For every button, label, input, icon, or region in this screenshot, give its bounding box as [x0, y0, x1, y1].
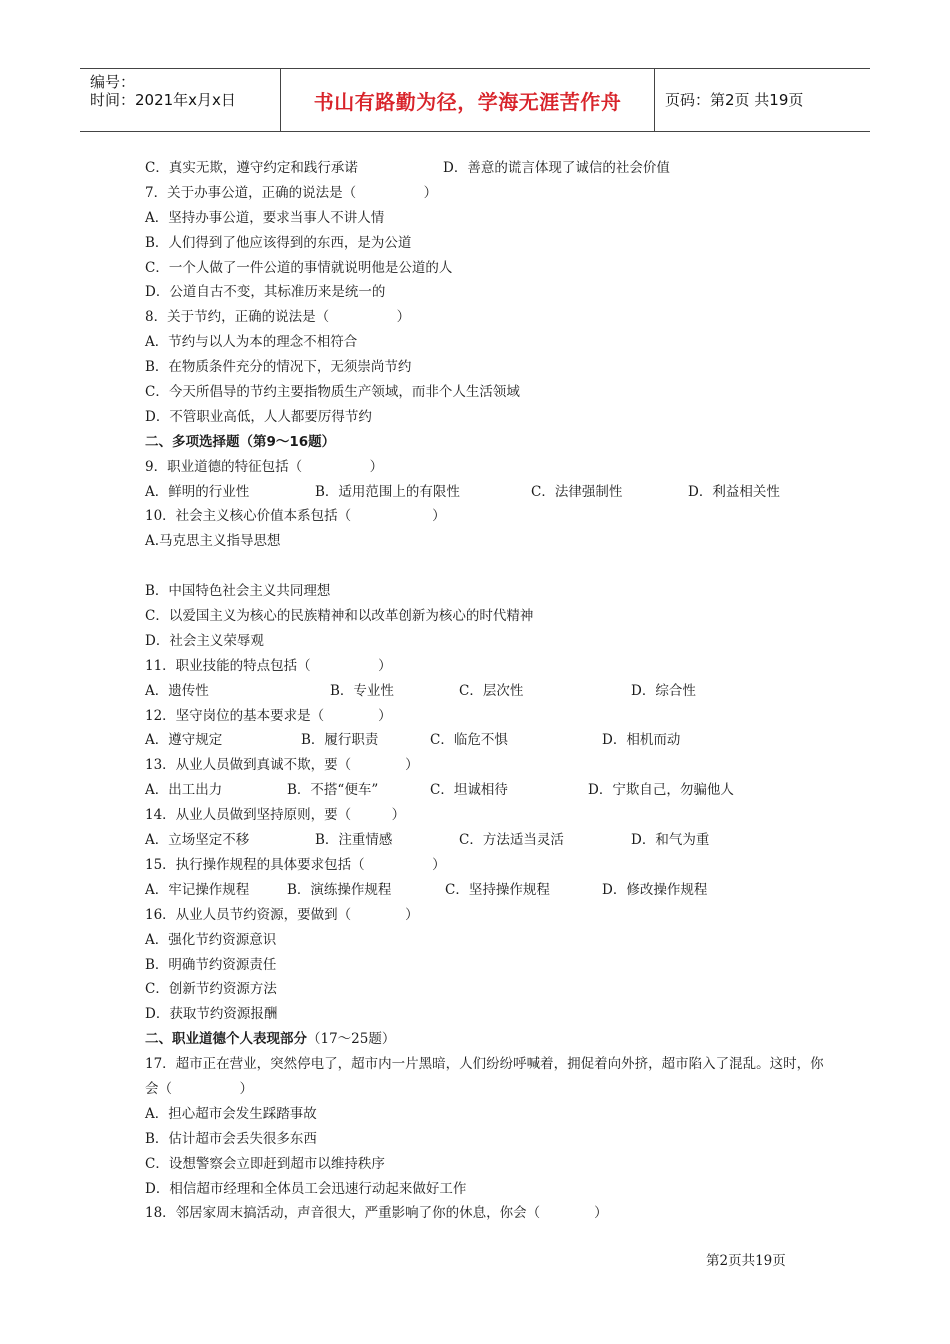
option-line: D．不管职业高低，人人都要厉得节约 [145, 408, 372, 425]
question-11: 11．职业技能的特点包括（ ） [145, 657, 392, 674]
option-c: C．临危不惧 [430, 732, 508, 749]
blank-line [145, 554, 825, 579]
header-meta-cell [80, 69, 281, 131]
option-d: D．综合性 [631, 682, 696, 699]
section-heading [145, 1027, 825, 1052]
motto-text: 书山有路勤为径，学海无涯苦作舟 [313, 90, 622, 114]
section-heading [145, 430, 825, 455]
option-line: A．节约与以人为本的理念不相符合 [145, 334, 358, 351]
option-line: D．获取节约资源报酬 [145, 1006, 278, 1023]
option-line: B．人们得到了他应该得到的东西，是为公道 [145, 234, 412, 251]
page-header [80, 68, 870, 132]
option-b: B．注重情感 [315, 832, 393, 849]
number-label: 编号： [90, 73, 136, 91]
option-c: C．方法适当灵活 [459, 832, 564, 849]
question-9: 9．职业道德的特征包括（ ） [145, 458, 384, 475]
option-a: A．鲜明的行业性 [145, 483, 250, 500]
option-line: C．设想警察会立即赶到超市以维持秩序 [145, 1155, 385, 1172]
section-title: 二、多项选择题（第9～16题） [145, 433, 336, 450]
question-12: 12．坚守岗位的基本要求是（ ） [145, 707, 392, 724]
option-line: B．估计超市会丢失很多东西 [145, 1130, 317, 1147]
option-row [145, 878, 825, 903]
option-line: C．今天所倡导的节约主要指物质生产领域，而非个人生活领域 [145, 384, 520, 401]
option-a: A．遗传性 [145, 682, 209, 699]
option-line: C．一个人做了一件公道的事情就说明他是公道的人 [145, 259, 453, 276]
question-18: 18．邻居家周末搞活动，声音很大，严重影响了你的休息，你会（ ） [145, 1205, 608, 1222]
option-row [145, 778, 825, 803]
header-motto-cell [281, 69, 655, 131]
option-c: C．坦诚相待 [430, 782, 508, 799]
option-a: A．牢记操作规程 [145, 881, 250, 898]
option-line: C．以爱国主义为核心的民族精神和以改革创新为核心的时代精神 [145, 608, 534, 625]
option-d: D．修改操作规程 [602, 881, 708, 898]
section-title: 二、职业道德个人表现部分 [145, 1031, 307, 1048]
option-c: C．法律强制性 [531, 483, 623, 500]
option-c: C．层次性 [459, 682, 524, 699]
option-row [145, 679, 825, 704]
option-b: B．演练操作规程 [287, 881, 392, 898]
question-14: 14．从业人员做到坚持原则，要（ ） [145, 807, 406, 824]
option-line: D．相信超市经理和全体员工会迅速行动起来做好工作 [145, 1180, 467, 1197]
option-d: D．和气为重 [631, 832, 710, 849]
question-16: 16．从业人员节约资源，要做到（ ） [145, 906, 419, 923]
page-number-label: 页码：第2页 共19页 [665, 91, 804, 109]
question-8: 8．关于节约，正确的说法是（ ） [145, 309, 411, 326]
option-line: A．担心超市会发生踩踏事故 [145, 1105, 317, 1122]
question-13: 13．从业人员做到真诚不欺，要（ ） [145, 757, 419, 774]
option-line: A.马克思主义指导思想 [145, 533, 281, 550]
option-line [145, 156, 825, 181]
header-page-cell [655, 69, 870, 131]
option-c: C．真实无欺，遵守约定和践行承诺 [145, 160, 358, 176]
option-d: D．相机而动 [602, 732, 681, 749]
option-d: D．利益相关性 [688, 483, 780, 500]
page-footer: 第2页共19页 [706, 1253, 786, 1269]
option-c: C．坚持操作规程 [445, 881, 550, 898]
question-17: 17．超市正在营业，突然停电了，超市内一片黑暗，人们纷纷呼喊着，拥促着向外挤，超市陷入了混乱。这时，你会（ ） [145, 1056, 824, 1097]
option-row [145, 480, 825, 505]
option-line: A．坚持办事公道，要求当事人不讲人情 [145, 209, 385, 226]
option-line: B．中国特色社会主义共同理想 [145, 583, 331, 600]
option-a: A．出工出力 [145, 782, 223, 799]
option-row [145, 828, 825, 853]
question-content [145, 156, 825, 1226]
question-10: 10．社会主义核心价值本系包括（ ） [145, 508, 446, 525]
option-line: C．创新节约资源方法 [145, 981, 277, 998]
option-d: D．宁欺自己，勿骗他人 [588, 782, 734, 799]
option-b: B．专业性 [330, 682, 394, 699]
option-b: B．不搭“便车” [287, 782, 379, 799]
option-b: B．适用范围上的有限性 [315, 483, 460, 500]
option-line: B．明确节约资源责任 [145, 956, 277, 973]
option-a: A．遵守规定 [145, 732, 223, 749]
question-15: 15．执行操作规程的具体要求包括（ ） [145, 856, 446, 873]
question-7: 7．关于办事公道，正确的说法是（ ） [145, 184, 438, 201]
option-line: B．在物质条件充分的情况下，无须崇尚节约 [145, 359, 412, 376]
option-row [145, 728, 825, 753]
option-line: D．社会主义荣辱观 [145, 632, 264, 649]
option-line: D．公道自古不变，其标准历来是统一的 [145, 284, 386, 301]
date-label: 时间：2021年x月x日 [90, 91, 236, 109]
section-range: （17～25题） [307, 1031, 396, 1048]
option-a: A．立场坚定不移 [145, 832, 250, 849]
option-d: D．善意的谎言体现了诚信的社会价值 [443, 160, 670, 176]
option-b: B．履行职责 [301, 732, 379, 749]
option-line: A．强化节约资源意识 [145, 931, 277, 948]
